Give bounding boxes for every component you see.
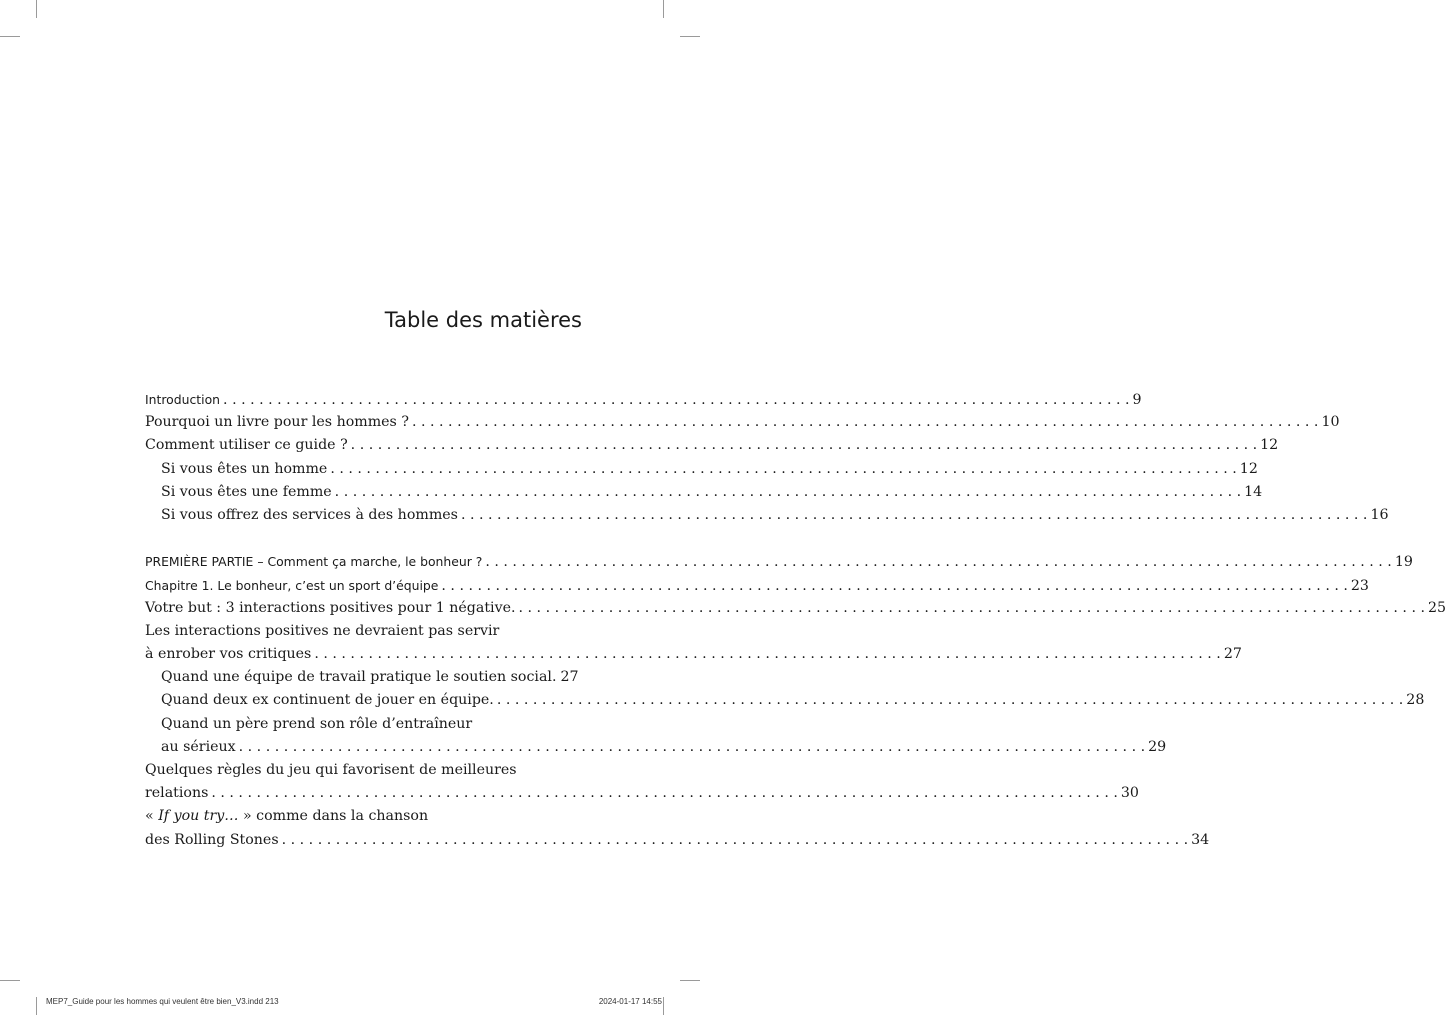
- toc-entry-label: Pourquoi un livre pour les hommes ?: [145, 414, 409, 431]
- toc-entry-label: Introduction: [145, 392, 221, 407]
- toc-page-number: 14: [1244, 483, 1263, 500]
- dot-leader: [441, 575, 1347, 598]
- toc-entry-label: Votre but : 3 interactions positives pour 1 négative.: [145, 599, 516, 616]
- toc-page-number: 27: [1223, 646, 1242, 663]
- toc-page-number: 12: [1239, 460, 1258, 477]
- crop-mark: [663, 997, 664, 1015]
- toc-entry-label: PREMIÈRE PARTIE – Comment ça marche, le bonheur ?: [145, 554, 483, 570]
- toc-entry-label: des Rolling Stones: [145, 831, 279, 848]
- toc-entry-pourquoi[interactable]: [145, 411, 1340, 434]
- toc-entry-label: Si vous êtes un homme: [161, 460, 328, 477]
- toc-page-number: 27: [560, 669, 579, 686]
- dot-leader: [211, 782, 1117, 805]
- dot-leader: [351, 434, 1257, 457]
- dot-leader: [330, 458, 1236, 481]
- dot-leader: [497, 689, 1403, 712]
- toc-entry-premiere-partie[interactable]: [145, 550, 1413, 573]
- crop-mark: [36, 997, 37, 1015]
- toc-page-number: 16: [1370, 506, 1389, 523]
- toc-entry-line[interactable]: [145, 713, 570, 736]
- toc-entry-line[interactable]: [145, 759, 570, 782]
- dot-leader: [239, 736, 1145, 759]
- footer-date: 2024-01-17 14:55: [598, 997, 662, 1006]
- table-of-contents: [145, 388, 1446, 852]
- toc-entry-label: [145, 805, 428, 828]
- toc-entry-label: Quand un père prend son rôle d’entraîneur: [161, 715, 473, 732]
- toc-entry-label: Les interactions positives ne devraient pas servir: [145, 622, 500, 639]
- toc-entry-label: Comment utiliser ce guide ?: [145, 437, 348, 454]
- toc-entry-label: Quelques règles du jeu qui favorisent de meilleures: [145, 762, 517, 778]
- dot-leader: [282, 829, 1188, 852]
- toc-entry-label: Chapitre 1. Le bonheur, c’est un sport d’équipe: [145, 577, 439, 593]
- toc-entry-equipe[interactable]: [145, 666, 579, 689]
- toc-entry-si-homme[interactable]: [145, 458, 1258, 481]
- toc-page-number: 10: [1321, 414, 1340, 431]
- toc-entry-interactions[interactable]: [145, 643, 1242, 666]
- quote-open: «: [145, 808, 159, 825]
- crop-mark: [663, 0, 664, 18]
- toc-entry-votre-but[interactable]: [145, 597, 1446, 620]
- page-title: Table des matières: [384, 308, 582, 332]
- toc-entry-deux-ex[interactable]: [145, 689, 1425, 712]
- toc-entry-label: au sérieux: [161, 738, 236, 755]
- toc-entry-line[interactable]: [145, 805, 570, 828]
- toc-entry-label: Si vous êtes une femme: [161, 483, 332, 500]
- crop-mark: [0, 980, 20, 981]
- toc-entry-regles[interactable]: [145, 782, 1139, 805]
- toc-entry-rolling-stones[interactable]: [145, 829, 1210, 852]
- dot-leader: [335, 481, 1241, 504]
- dot-leader: [223, 389, 1129, 412]
- toc-entry-label: Quand deux ex continuent de jouer en équipe.: [161, 692, 494, 709]
- toc-entry-si-femme[interactable]: [145, 481, 1263, 504]
- toc-entry-comment[interactable]: [145, 434, 1279, 457]
- dot-leader: [412, 411, 1318, 434]
- toc-page-number: 25: [1428, 599, 1446, 616]
- footer-filename: MEP7_Guide pour les hommes qui veulent être bien_V3.indd 213: [46, 997, 279, 1006]
- quote-rest: » comme dans la chanson: [238, 808, 429, 825]
- crop-mark: [0, 36, 20, 37]
- toc-entry-label: Quand une équipe de travail pratique le soutien social.: [161, 669, 557, 686]
- crop-mark: [680, 36, 700, 37]
- toc-entry-label: à enrober vos critiques: [145, 646, 312, 663]
- toc-entry-label: Si vous offrez des services à des hommes: [161, 506, 458, 523]
- spacer: [145, 527, 570, 550]
- crop-mark: [680, 980, 700, 981]
- toc-entry-chapitre-1[interactable]: [145, 574, 1369, 597]
- toc-page-number: 29: [1148, 738, 1167, 755]
- toc-page-number: 9: [1132, 392, 1142, 408]
- toc-page-number: 19: [1394, 554, 1413, 571]
- dot-leader: [519, 597, 1425, 620]
- toc-entry-introduction[interactable]: [145, 388, 1142, 411]
- crop-mark: [36, 0, 37, 18]
- toc-entry-si-services[interactable]: [145, 504, 1389, 527]
- toc-page-number: 12: [1260, 437, 1279, 454]
- toc-entry-line[interactable]: [145, 620, 570, 643]
- toc-entry-label: relations: [145, 785, 209, 802]
- dot-leader: [461, 504, 1367, 527]
- song-title: If you try…: [158, 808, 239, 825]
- dot-leader: [485, 551, 1391, 574]
- toc-page-number: 30: [1120, 785, 1139, 802]
- toc-page-number: 23: [1350, 577, 1369, 594]
- toc-page-number: 34: [1191, 831, 1210, 848]
- toc-page-number: 28: [1406, 692, 1425, 709]
- dot-leader: [314, 643, 1220, 666]
- toc-entry-pere[interactable]: [145, 736, 1167, 759]
